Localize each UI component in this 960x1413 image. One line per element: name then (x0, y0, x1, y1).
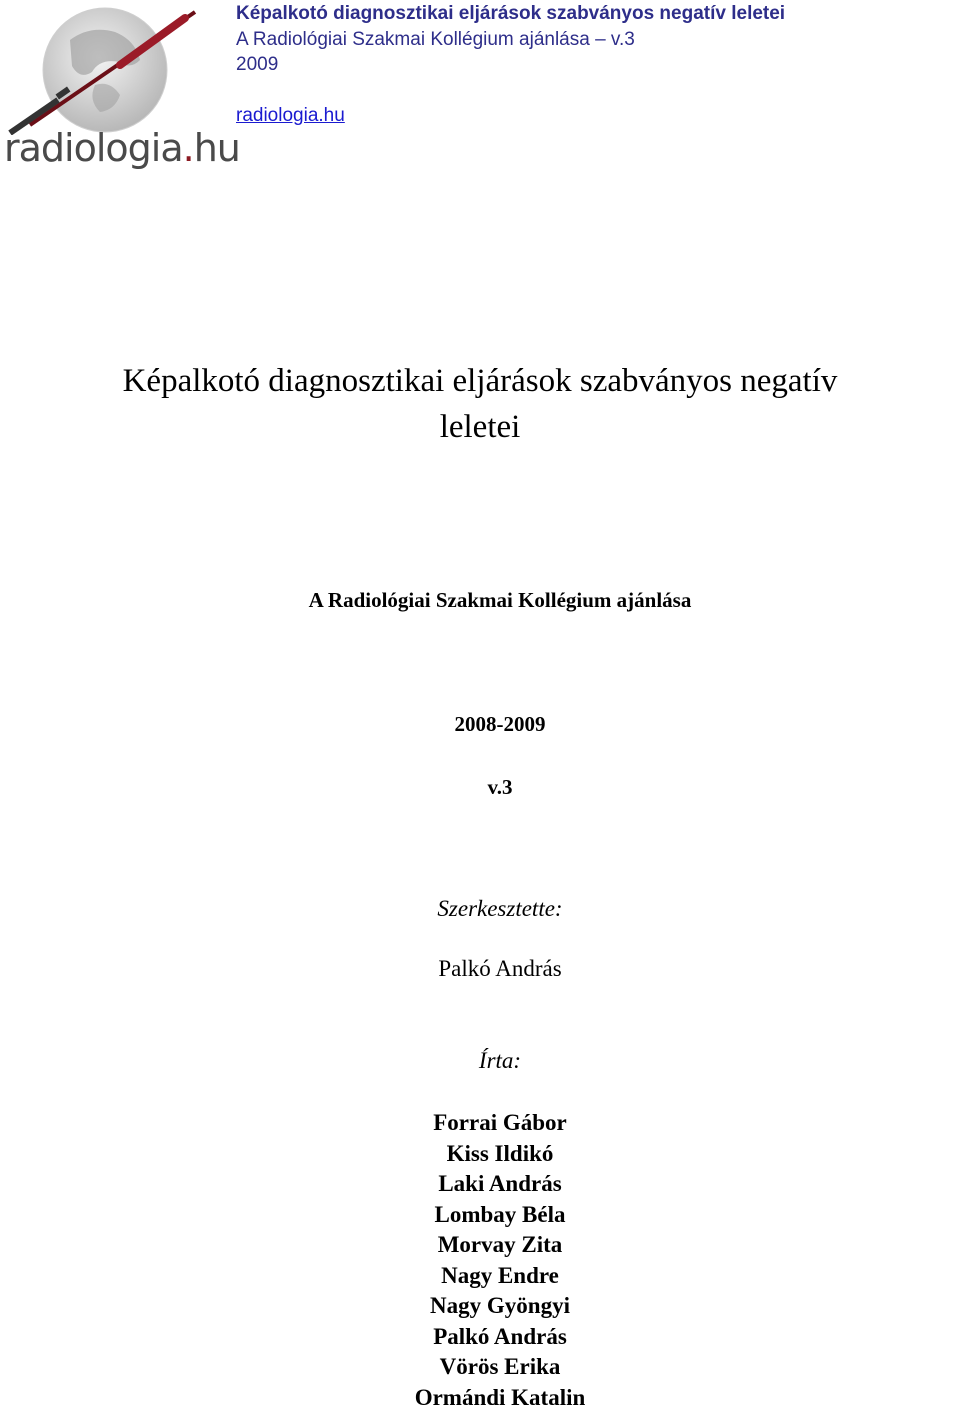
document-subtitle: A Radiológiai Szakmai Kollégium ajánlása (0, 588, 960, 613)
author-item: Nagy Gyöngyi (0, 1291, 960, 1322)
header-subtitle: A Radiológiai Szakmai Kollégium ajánlása – v.3 (236, 30, 635, 49)
author-item: Kiss Ildikó (0, 1139, 960, 1170)
document-title-line2: leletei (0, 404, 960, 450)
editor-name: Palkó András (0, 956, 960, 982)
authors-label: Írta: (0, 1048, 960, 1074)
author-item: Palkó András (0, 1322, 960, 1353)
author-item: Forrai Gábor (0, 1108, 960, 1139)
author-item: Vörös Erika (0, 1352, 960, 1383)
author-item: Ormándi Katalin (0, 1383, 960, 1413)
logo-wordmark: radiologia.hu (4, 126, 240, 170)
document-years: 2008-2009 (0, 712, 960, 737)
radiologia-logo (0, 0, 215, 180)
author-item: Lombay Béla (0, 1200, 960, 1231)
authors-list (0, 1108, 960, 1413)
editor-label: Szerkesztette: (0, 896, 960, 922)
author-item: Laki András (0, 1169, 960, 1200)
document-title-line1: Képalkotó diagnosztikai eljárások szabványos negatív (0, 358, 960, 404)
author-item: Morvay Zita (0, 1230, 960, 1261)
header-link[interactable]: radiologia.hu (236, 106, 345, 125)
header-title: Képalkotó diagnosztikai eljárások szabványos negatív leletei (236, 4, 785, 23)
document-title (0, 358, 960, 450)
header-year: 2009 (236, 55, 278, 74)
author-item: Nagy Endre (0, 1261, 960, 1292)
globe-syringe-icon (0, 0, 215, 135)
document-version: v.3 (0, 775, 960, 800)
